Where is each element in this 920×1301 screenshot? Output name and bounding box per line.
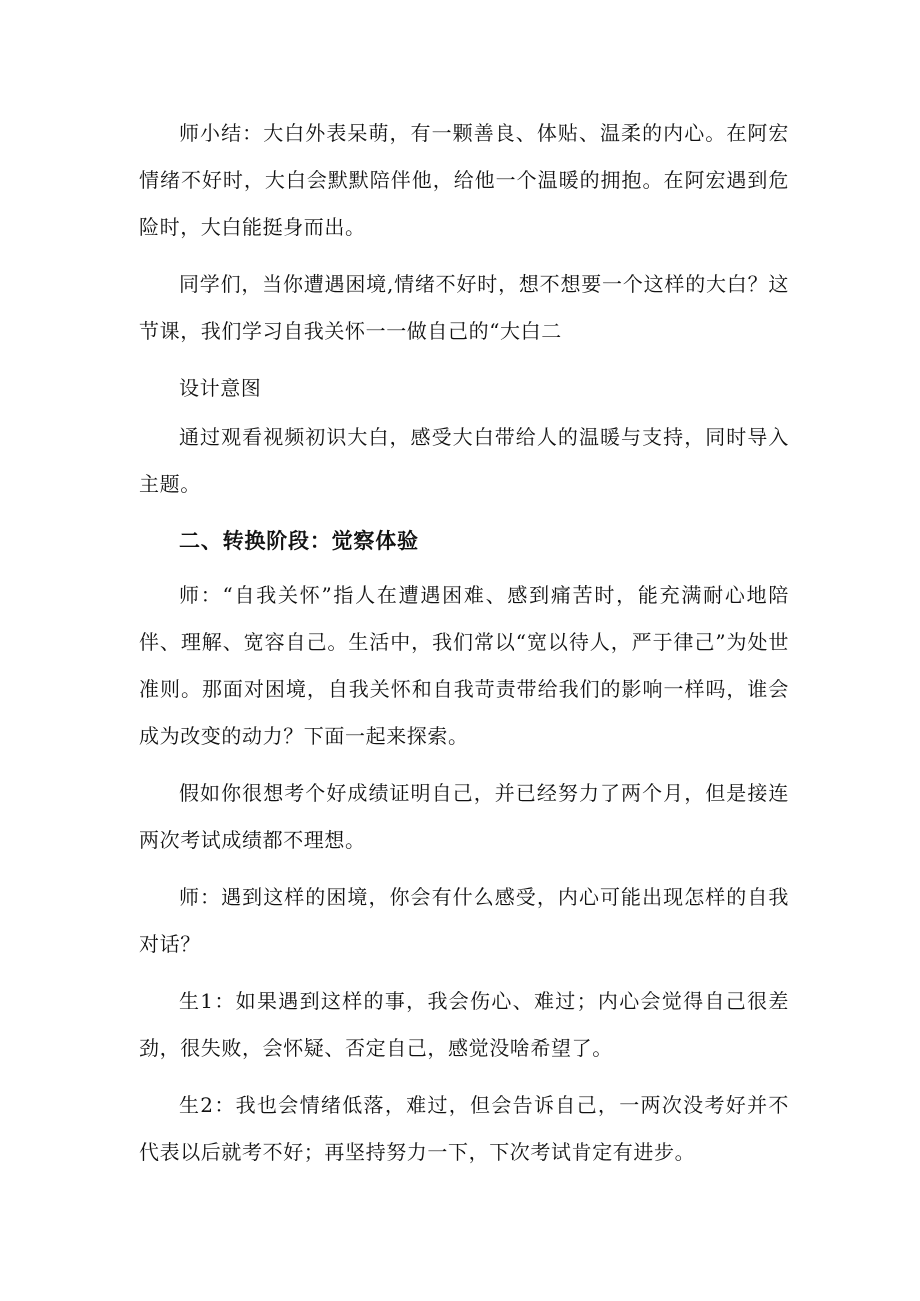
document-body: [139, 110, 789, 1186]
paragraph-scenario: 假如你很想考个好成绩证明自己，并已经努力了两个月，但是接连两次考试成绩都不理想。: [139, 781, 789, 852]
section-heading: 二、转换阶段：觉察体验: [179, 529, 419, 553]
paragraph-design-intent: 通过观看视频初识大白，感受大白带给人的温暖与支持，同时导入主题。: [139, 425, 789, 496]
paragraph-teacher-question: 师：遇到这样的困境，你会有什么感受，内心可能出现怎样的自我对话？: [139, 885, 789, 956]
paragraph-student-2: 生2：我也会情绪低落，难过，但会告诉自己，一两次没考好并不代表以后就考不好；再坚持努力一下，下次考试肯定有进步。: [139, 1093, 789, 1164]
paragraph-student-1: 生1：如果遇到这样的事，我会伤心、难过；内心会觉得自己很差劲，很失败，会怀疑、否定自己，感觉没啥希望了。: [139, 989, 789, 1060]
paragraph-design-intent-label: 设计意图: [179, 376, 262, 400]
paragraph-teacher-summary: 师小结：大白外表呆萌，有一颗善良、体贴、温柔的内心。在阿宏情绪不好时，大白会默默陪伴他，给他一个温暖的拥抱。在阿宏遇到危险时，大白能挺身而出。: [139, 121, 789, 239]
paragraph-self-care-definition: 师：“自我关怀”指人在遭遇困难、感到痛苦时，能充满耐心地陪伴、理解、宽容自己。生活中，我们常以“宽以待人，严于律己”为处世准则。那面对困境，自我关怀和自我苛责带给我们的影响一样吗，谁会成为改变的动力？下面一起来探索。: [139, 583, 789, 748]
paragraph-lesson-intro: 同学们，当你遭遇困境,情绪不好时，想不想要一个这样的大白？这节课，我们学习自我关怀一一做自己的“大白二: [139, 272, 789, 343]
